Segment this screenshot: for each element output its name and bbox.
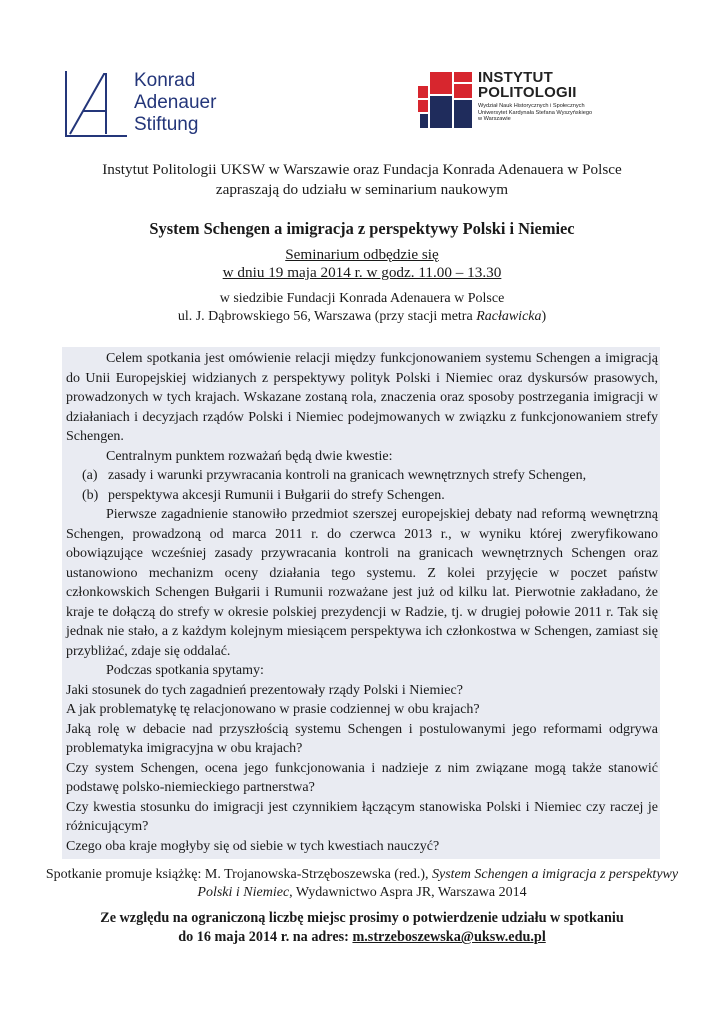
ip-logo-subtitle-line: Uniwersytet Kardynała Stefana Wyszyńskiego — [478, 109, 593, 116]
date-line: Seminarium odbędzie się — [285, 246, 439, 263]
list-item — [66, 466, 658, 486]
location-line: w siedzibie Fundacji Konrada Adenauera w Polsce — [219, 291, 505, 306]
kas-logo-line: Konrad — [134, 70, 196, 91]
seminar-title: System Schengen a imigracja z perspektywy Polski i Niemiec — [149, 219, 575, 238]
email-link[interactable]: m.strzeboszewska@uksw.edu.pl — [352, 929, 546, 945]
seminar-date — [40, 246, 684, 282]
metro-station: Racławicka — [476, 309, 542, 324]
location-line — [40, 308, 684, 326]
seminar-location — [40, 290, 684, 326]
ip-logo-subtitle-line: Wydział Nauk Historycznych i Społecznych — [478, 103, 585, 109]
location-address: ul. J. Dąbrowskiego 56, Warszawa (przy stacji metra — [177, 309, 477, 324]
question: A jak problematykę tę relacjonowano w prasie codziennej w obu krajach? — [66, 702, 480, 717]
ip-logo — [418, 70, 618, 132]
intro-line: Instytut Politologii UKSW w Warszawie oraz Fundacja Konrada Adenauera w Polsce — [102, 161, 622, 178]
kas-logo — [64, 70, 234, 140]
paragraph-debate: Pierwsze zagadnienie stanowiło przedmiot szerszej europejskiej debaty nad reformą wewnętrzną Schengen, prowadzoną od marca 2011 r. do czerwca 2013 r., w wyniku której zweryfikowano obowiązujące wcześniej zasady przywracania kontroli na granicach wewnętrznych Schengen oraz ustanowiono mechanizm oceny działania tego systemu. Z kolei przyjęcie w poczet państw członkowskich Schengen Bułgarii i Rumunii rozważane jest już od kilku lat. Pierwotnie zakładano, że kraje te dołączą do strefy w okresie polskiej prezydencji w Radzie, tj. w drugiej połowie 2011 r. Tak się jednak nie stało, a z każdym kolejnym miesiącem perspektywa ich członkostwa w Schengen, zamiast się przybliżać, zdaje się oddalać. — [66, 507, 658, 659]
kas-logo-text — [134, 70, 216, 136]
promo-suffix: , Wydawnictwo Aspra JR, Warszawa 2014 — [289, 885, 527, 900]
intro-line: zapraszają do udziału w seminarium naukowym — [215, 181, 509, 198]
ip-logo-title — [478, 70, 577, 100]
book-title: System Schengen a imigracja z perspektywy Polski i Niemiec — [197, 867, 679, 900]
list-item — [66, 486, 658, 506]
paragraph-goal: Celem spotkania jest omówienie relacji między funkcjonowaniem systemu Schengen a imigracją do Unii Europejskiej widzianych z perspektywy polityk Polski i Niemiec oraz dyskursów prasowych, prowadzonych w tych krajach. Wskazane zostaną rola, znaczenia oraz sposoby postrzegania imigracji w działaniach i decyzjach rządów Polski i Niemiec podejmowanych w związku z funkcjonowaniem strefy Schengen. — [66, 351, 658, 444]
date-line: w dniu 19 maja 2014 r. w godz. 11.00 – 13.30 — [222, 264, 502, 281]
promo-prefix: Spotkanie promuje książkę: M. Trojanowska-Strzęboszewska (red.), — [45, 867, 432, 882]
list-marker: (b) — [82, 487, 99, 503]
invitation-intro — [40, 160, 684, 200]
rsvp-line — [40, 928, 684, 947]
rsvp-notice — [40, 909, 684, 947]
question: Czy kwestia stosunku do imigracji jest czynnikiem łączącym stanowiska Polski i Niemiec czy raczej je różnicującym? — [66, 799, 658, 834]
paragraph-questions-intro: Podczas spotkania spytamy: — [106, 663, 264, 678]
question: Czy system Schengen, ocena jego funkcjonowania i nadzieje z nim związane mogą także stanowić podstawę polsko-niemieckiego partnerstwa? — [66, 760, 658, 795]
kas-logo-icon — [64, 70, 128, 138]
kas-logo-line: Stiftung — [134, 114, 199, 135]
book-promo — [40, 866, 684, 902]
rsvp-deadline: do 16 maja 2014 r. na adres: — [178, 929, 353, 945]
location-suffix: ) — [541, 309, 547, 324]
kas-logo-line: Adenauer — [134, 92, 217, 113]
ip-logo-title-line: POLITOLOGII — [478, 84, 577, 101]
ip-logo-subtitle — [478, 103, 618, 123]
ip-logo-title-line: INSTYTUT — [478, 69, 553, 86]
question: Jaką rolę w debacie nad przyszłością systemu Schengen i postulowanymi jego reformami odgrywa problematyka imigracyjna w obu krajach? — [66, 721, 658, 756]
list-marker: (a) — [82, 468, 98, 483]
ip-logo-icon — [418, 70, 476, 130]
list-item-text: zasady i warunki przywracania kontroli na granicach wewnętrznych strefy Schengen, — [108, 468, 587, 483]
list-item-text: perspektywa akcesji Rumunii i Bułgarii do strefy Schengen. — [108, 487, 445, 503]
description-text — [66, 349, 658, 856]
question: Jaki stosunek do tych zagadnień prezentowały rządy Polski i Niemiec? — [66, 682, 463, 698]
paragraph-central: Centralnym punktem rozważań będą dwie kwestie: — [106, 448, 393, 464]
question: Czego oba kraje mogłyby się od siebie w tych kwestiach nauczyć? — [66, 838, 440, 854]
ip-logo-subtitle-line: w Warszawie — [478, 116, 511, 122]
rsvp-line: Ze względu na ograniczoną liczbę miejsc prosimy o potwierdzenie udziału w spotkaniu — [100, 910, 624, 926]
